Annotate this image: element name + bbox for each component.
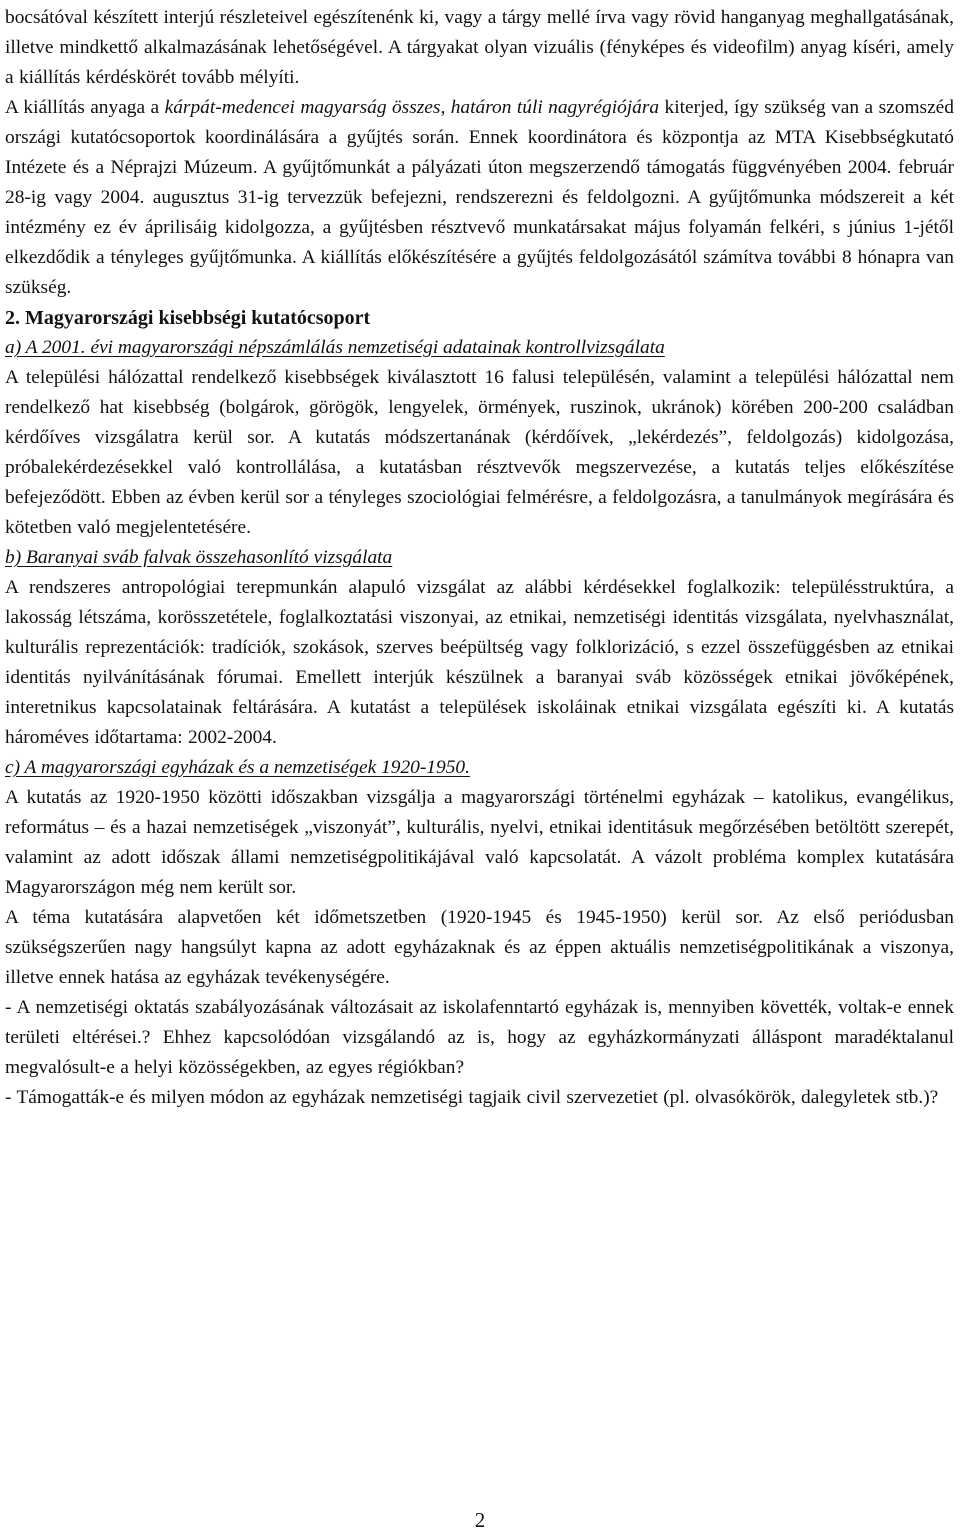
exhibition-paragraph-italic: kárpát-medencei magyarság összes, határon túli nagyrégiójára: [164, 97, 660, 118]
subsection-b-body: A rendszeres antropológiai terepmunkán alapuló vizsgálat az alábbi kérdésekkel foglalkozik: településstruktúra, a lakosság létszáma, korösszetétele, foglalkoztatási viszonyai, az etnikai, nemzetiségi identitás vizsgálata, nyelvhasználat, kulturális reprezentációk: tradíciók, szokások, szerves beépültség vagy folklorizáció, s ezzel összefüggésben az etnikai identitás nyilvánításának fórumai. Emellett interjúk készülnek a baranyai sváb közösségek etnikai jövőképének, interetnikus kapcsolatainak feltárására. A kutatást a települések iskoláinak etnikai vizsgálata egészíti ki. A kutatás hároméves időtartama: 2002-2004.: [5, 577, 954, 748]
subsection-c-paragraph-3: - A nemzetiségi oktatás szabályozásának változásait az iskolafenntartó egyházak is, mennyiben követték, voltak-e ennek területi eltérései.? Ehhez kapcsolódóan vizsgálandó az is, hogy az egyházkormányzati álláspont maradéktalanul megvalósult-e a helyi közösségekben, az egyes régiókban?: [5, 997, 954, 1078]
page-number: 2: [474, 1508, 486, 1532]
subsection-c-paragraph-4: - Támogatták-e és milyen módon az egyházak nemzetiségi tagjaik civil szervezetiet (pl. olvasókörök, dalegyletek stb.)?: [5, 1087, 939, 1108]
document-page: [5, 0, 954, 1113]
exhibition-paragraph: [5, 93, 954, 303]
exhibition-paragraph-end: kiterjed, így szükség van a szomszéd országi kutatócsoportok koordinálására a gyűjtés során. Ennek koordinátora és központja az MTA Kisebbségkutató Intézete és a Néprajzi Múzeum. A gyűjtőmunkát a pályázati úton megszerzendő támogatás függvényében 2004. február 28-ig vagy 2004. augusztus 31-ig tervezzük befejezni, rendszerezni és feldolgozni. A gyűjtőmunka módszereit a két intézmény ez év áprilisáig kidolgozza, a gyűjtésben résztvevő munkatársakat május folyamán felkéri, s június 1-jétől elkezdődik a tényleges gyűjtőmunka. A kiállítás előkészítésére a gyűjtés feldolgozásától számítva további 8 hónapra van szükség.: [5, 97, 954, 298]
subsection-b-title: b) Baranyai sváb falvak összehasonlító vizsgálata: [5, 547, 393, 568]
section-heading: 2. Magyarországi kisebbségi kutatócsoport: [5, 307, 371, 329]
subsection-a-body: A települési hálózattal rendelkező kisebbségek kiválasztott 16 falusi településén, valamint a települési hálózattal nem rendelkező hat kisebbség (bolgárok, görögök, lengyelek, örmények, ruszinok, ukránok) körében 200-200 családban kérdőíves vizsgálatra kerül sor. A kutatás módszertanának (kérdőívek, „lekérdezés”, feldolgozás) kidolgozása, próbalekérdezésekkel való kontrollálása, a kutatásban résztvevők megszervezése, a kutatás teljes előkészítése befejeződött. Ebben az évben kerül sor a tényleges szociológiai felmérésre, a feldolgozásra, a tanulmányok megírására és kötetben való megjelentetésére.: [5, 367, 954, 538]
subsection-c-paragraph-1: A kutatás az 1920-1950 közötti időszakban vizsgálja a magyarországi történelmi egyházak – katolikus, evangélikus, református – és a hazai nemzetiségek „viszonyát”, kulturális, nyelvi, etnikai identitásuk megőrzésében betöltött szerepét, valamint az adott időszak állami nemzetiségpolitikájával való kapcsolatát. A vázolt probléma komplex kutatására Magyarországon még nem került sor.: [5, 787, 954, 898]
subsection-a-title: a) A 2001. évi magyarországi népszámlálás nemzetiségi adatainak kontrollvizsgálata: [5, 337, 665, 358]
subsection-c-title: c) A magyarországi egyházak és a nemzetiségek 1920-1950.: [5, 757, 470, 778]
exhibition-paragraph-start: A kiállítás anyaga a: [5, 97, 165, 118]
subsection-c-paragraph-2: A téma kutatására alapvetően két időmetszetben (1920-1945 és 1945-1950) kerül sor. Az első periódusban szükségszerűen nagy hangsúlyt kapna az adott egyházaknak és az éppen aktuális nemzetiségpolitikának a viszonya, illetve ennek hatása az egyházak tevékenységére.: [5, 907, 954, 988]
intro-paragraph: bocsátóval készített interjú részleteivel egészítenénk ki, vagy a tárgy mellé írva vagy rövid hanganyag meghallgatásának, illetve mindkettő alkalmazásának lehetőségével. A tárgyakat olyan vizuális (fényképes és videofilm) anyag kíséri, amely a kiállítás kérdéskörét tovább mélyíti.: [5, 7, 954, 88]
